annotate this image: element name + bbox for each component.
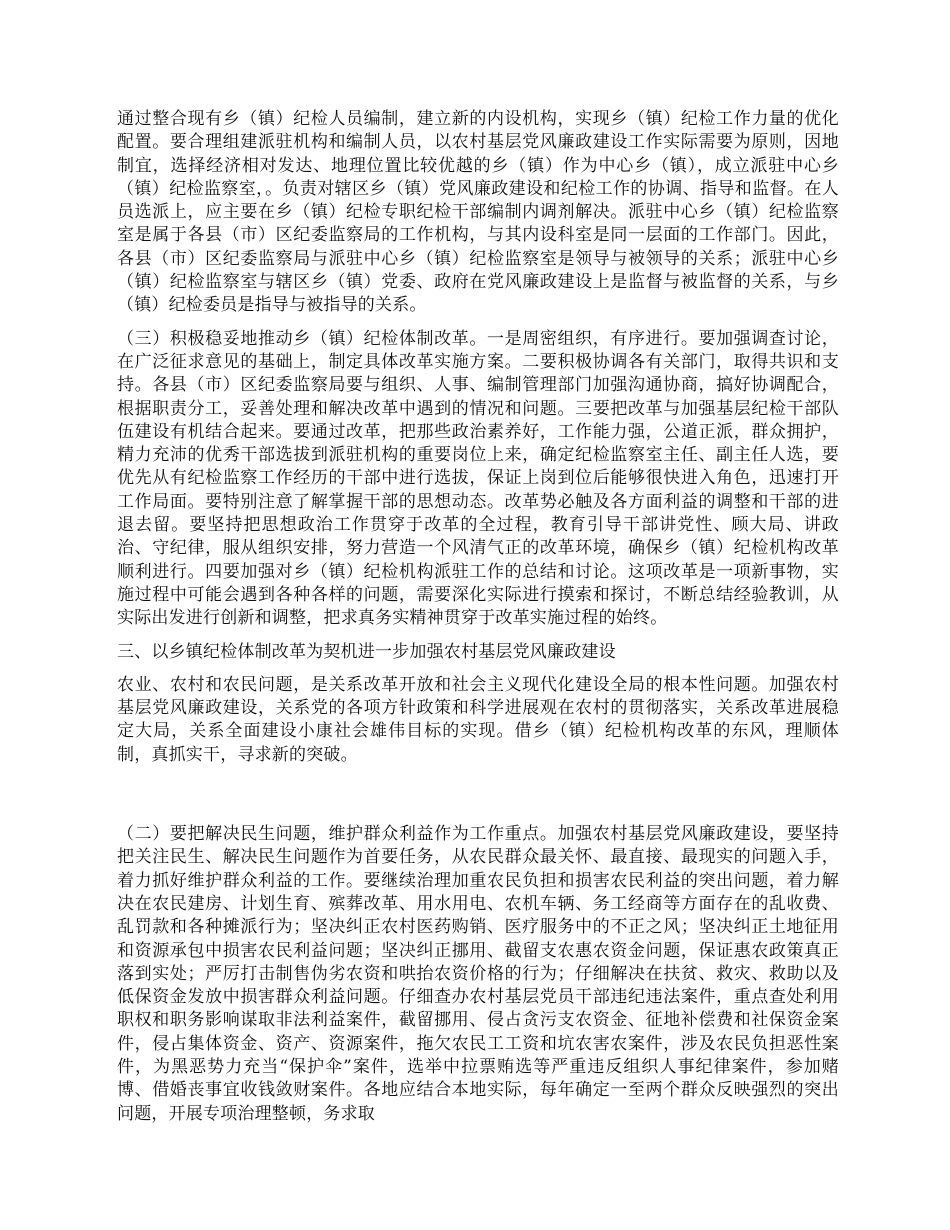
paragraph-rural-issues: 农业、农村和农民问题，是关系改革开放和社会主义现代化建设全局的根本性问题。加强农村基层党风廉政建设，关系党的各项方针政策和科学进展观在农村的贯彻落实，关系改革进展稳定大局，关系全面建设小康社会雄伟目标的实现。借乡（镇）纪检机构改革的东风，理顺体制，真抓实干，寻求新的突破。 — [117, 674, 839, 765]
paragraph-township-staffing: 通过整合现有乡（镇）纪检人员编制，建立新的内设机构，实现乡（镇）纪检工作力量的优化配置。要合理组建派驻机构和编制人员，以农村基层党风廉政建设工作实际需要为原则，因地制宜，选择经济相对发达、地理位置比较优越的乡（镇）作为中心乡（镇），成立派驻中心乡（镇）纪检监察室，。负责对辖区乡（镇）党风廉政建设和纪检工作的协调、指导和监督。在人员选派上，应主要在乡（镇）纪检专职纪检干部编制内调剂解决。派驻中心乡（镇）纪检监察室是属于各县（市）区纪委监察局的工作机构，与其内设科室是同一层面的工作部门。因此，各县（市）区纪委监察局与派驻中心乡（镇）纪检监察室是领导与被领导的关系；派驻中心乡（镇）纪检监察室与辖区乡（镇）党委、政府在党风廉政建设上是监督与被监督的关系，与乡（镇）纪检委员是指导与被指导的关系。 — [117, 109, 839, 316]
section-gap — [117, 777, 839, 823]
paragraph-reform-promotion: （三）积极稳妥地推动乡（镇）纪检体制改革。一是周密组织，有序进行。要加强调查讨论，在广泛征求意见的基础上，制定具体改革实施方案。二要积极协调各有关部门，取得共识和支持。各县（市）区纪委监察局要与组织、人事、编制管理部门加强沟通协商，搞好协调配合，根据职责分工，妥善处理和解决改革中遇到的情况和问题。三要把改革与加强基层纪检干部队伍建设有机结合起来。要通过改革，把那些政治素养好，工作能力强，公道正派，群众拥护，精力充沛的优秀干部选拔到派驻机构的重要岗位上来，确定纪检监察室主任、副主任人选，要优先从有纪检监察工作经历的干部中进行选拔，保证上岗到位后能够很快进入角色，迅速打开工作局面。要特别注意了解掌握干部的思想动态。改革势必触及各方面利益的调整和干部的进退去留。要坚持把思想政治工作贯穿于改革的全过程，教育引导干部讲党性、顾大局、讲政治、守纪律，服从组织安排，努力营造一个风清气正的改革环境，确保乡（镇）纪检机构改革顺利进行。四要加强对乡（镇）纪检机构派驻工作的总结和讨论。这项改革是一项新事物，实施过程中可能会遇到各种各样的问题，需要深化实际进行摸索和探讨，不断总结经验教训，从实际出发进行创新和调整，把求真务实精神贯穿于改革实施过程的始终。 — [117, 328, 839, 629]
document-body — [117, 108, 839, 1136]
section-heading-three: 三、以乡镇纪检体制改革为契机进一步加强农村基层党风廉政建设 — [117, 641, 616, 662]
paragraph-livelihood-priority: （二）要把解决民生问题，维护群众利益作为工作重点。加强农村基层党风廉政建设，要坚持把关注民生、解决民生问题作为首要任务，从农民群众最关怀、最直接、最现实的问题入手，着力抓好维护群众利益的工作。要继续治理加重农民负担和损害农民利益的突出问题，着力解决在农民建房、计划生育、殡葬改革、用水用电、农机车辆、务工经商等方面存在的乱收费、乱罚款和各种摊派行为；坚决纠正农村医药购销、医疗服务中的不正之风；坚决纠正土地征用和资源承包中损害农民利益问题；坚决纠正挪用、截留支农惠农资金问题，保证惠农政策真正落到实处；严厉打击制售伪劣农资和哄抬农资价格的行为；仔细解决在扶贫、救灾、救助以及低保资金发放中损害群众利益问题。仔细查办农村基层党员干部违纪违法案件，重点查处利用职权和职务影响谋取非法利益案件，截留挪用、侵占贪污支农资金、征地补偿费和社保资金案件，侵占集体资金、资产、资源案件，拖欠农民工工资和坑农害农案件，涉及农民负担恶性案件，为黑恶势力充当“保护伞”案件，选举中拉票贿选等严重违反组织人事纪律案件，参加赌博、借婚丧事宜收钱敛财案件。各地应结合本地实际，每年确定一至两个群众反映强烈的突出问题，开展专项治理整顿，务求取 — [117, 824, 839, 1124]
